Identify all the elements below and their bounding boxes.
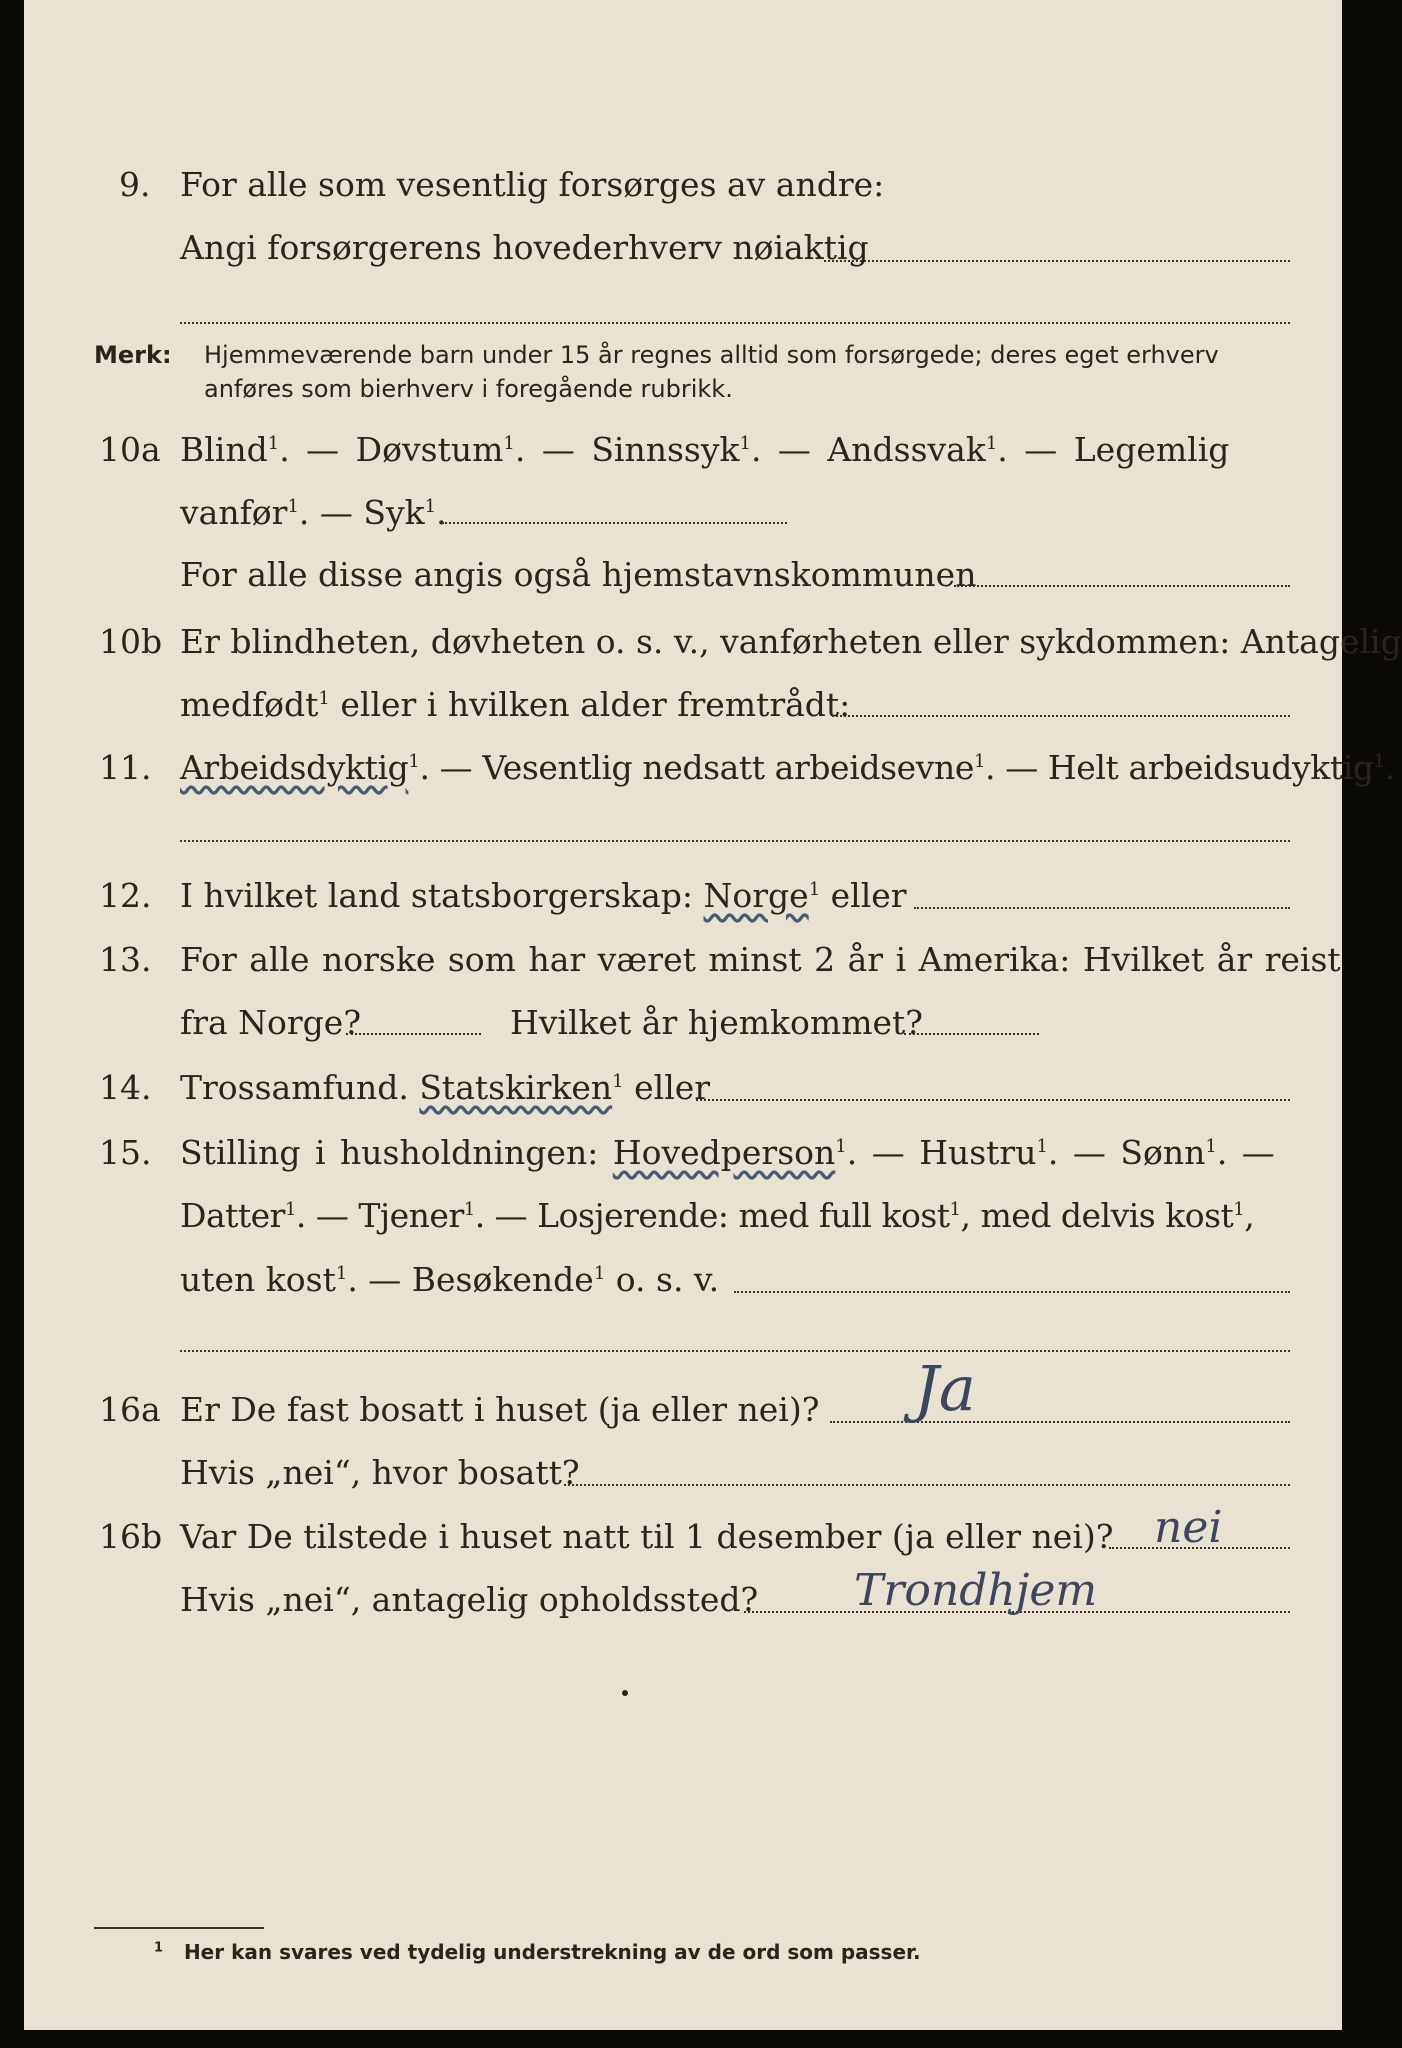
question-text: Angi forsørgerens hovederhverv nøiaktig — [180, 228, 869, 267]
question-number: 12. — [99, 876, 152, 915]
census-form-page — [24, 0, 1402, 2030]
note-text: Hjemmeværende barn under 15 år regnes alltid som forsørgede; deres eget erhverv — [204, 341, 1219, 369]
question-text: Hvilket år hjemkommet? — [510, 1003, 923, 1042]
question-number: 16b — [99, 1517, 163, 1556]
note-label: Merk: — [94, 341, 172, 369]
question-text: Er blindheten, døvheten o. s. v., vanførheten eller sykdommen: Antagelig — [180, 622, 1402, 661]
question-text: Er De fast bosatt i huset (ja eller nei)? — [180, 1390, 820, 1429]
underlined-answer-hovedperson[interactable]: Hovedperson — [612, 1133, 836, 1172]
question-text: uten kost$^1$. — Besøkende$^1$ o. s. v. — [180, 1260, 720, 1299]
answer-field-citizenship[interactable] — [914, 907, 1290, 909]
question-text: Trossamfund. Statskirken$^1$ eller — [180, 1068, 711, 1107]
footnote-mark: 1 — [154, 1940, 164, 1956]
question-text: For alle norske som har været minst 2 år i Amerika: Hvilket år reist — [180, 940, 1341, 979]
question-text: Hvis „nei“, hvor bosatt? — [180, 1453, 580, 1492]
question-text: vanfør$^1$. — Syk$^1$. — [180, 493, 447, 532]
question-text: Var De tilstede i huset natt til 1 desember (ja eller nei)? — [180, 1517, 1114, 1556]
question-text: For alle disse angis også hjemstavnskommunen — [180, 555, 977, 594]
question-number: 13. — [99, 940, 152, 979]
question-number: 14. — [99, 1068, 152, 1107]
note-text: anføres som bierhverv i foregående rubrikk. — [204, 375, 733, 403]
footnote-rule — [94, 1927, 264, 1929]
question-number: 16a — [99, 1390, 161, 1429]
question-text: Datter$^1$. — Tjener$^1$. — Losjerende: med full kost$^1$, med delvis kost$^1$, — [180, 1196, 1255, 1235]
question-text: Blind$^1$. — Døvstum$^1$. — Sinnssyk$^1$. — Andssvak$^1$. — Legemlig — [180, 430, 1230, 469]
answer-field-year-returned[interactable] — [904, 1033, 1039, 1035]
question-text: fra Norge? — [180, 1003, 362, 1042]
question-number: 10a — [99, 430, 161, 469]
footnote — [154, 1940, 921, 1964]
answer-field-year-left[interactable] — [346, 1033, 481, 1035]
handwritten-answer-ja: Ja — [914, 1352, 976, 1425]
answer-field-home-municipality[interactable] — [954, 585, 1290, 587]
question-text: medfødt$^1$ eller i hvilken alder fremtrådt: — [180, 685, 851, 724]
footnote-text: Her kan svares ved tydelig understrekning av de ord som passer. — [183, 1940, 921, 1964]
answer-field-onset[interactable] — [832, 715, 1290, 717]
question-text: Hvis „nei“, antagelig opholdssted? — [180, 1580, 759, 1619]
handwritten-answer-trondhjem: Trondhjem — [854, 1565, 1098, 1616]
question-number: 15. — [99, 1133, 152, 1172]
answer-field-residence[interactable] — [564, 1484, 1290, 1486]
question-number: 11. — [99, 748, 152, 787]
handwritten-answer-nei: nei — [1154, 1502, 1223, 1553]
question-text: Stilling i husholdningen: Hovedperson$^1$. — Hustru$^1$. — Sønn$^1$. — — [180, 1133, 1275, 1172]
answer-line-household-extra[interactable] — [180, 1350, 1290, 1352]
underlined-answer-arbeidsdyktig[interactable]: Arbeidsdyktig — [180, 748, 409, 787]
underlined-answer-norge[interactable]: Norge — [703, 876, 809, 915]
answer-field-religion[interactable] — [696, 1099, 1290, 1101]
answer-field-permanent-resident[interactable] — [830, 1421, 1290, 1423]
question-number: 9. — [119, 165, 151, 204]
underlined-answer-statskirken[interactable]: Statskirken — [419, 1068, 613, 1107]
question-text: Arbeidsdyktig$^1$. — Vesentlig nedsatt arbeidsevne$^1$. — Helt arbeidsudyktig$^1$. — [180, 748, 1395, 787]
question-text: I hvilket land statsborgerskap: Norge$^1$ eller — [180, 876, 907, 915]
answer-line-extra[interactable] — [180, 322, 1290, 324]
answer-field-disability[interactable] — [442, 522, 787, 524]
answer-field-main-occupation[interactable] — [824, 260, 1290, 262]
answer-field-household-position[interactable] — [734, 1291, 1290, 1293]
ink-dot — [622, 1690, 628, 1696]
answer-line-work-ability[interactable] — [180, 840, 1290, 842]
question-text: For alle som vesentlig forsørges av andre: — [180, 165, 885, 204]
question-number: 10b — [99, 622, 163, 661]
